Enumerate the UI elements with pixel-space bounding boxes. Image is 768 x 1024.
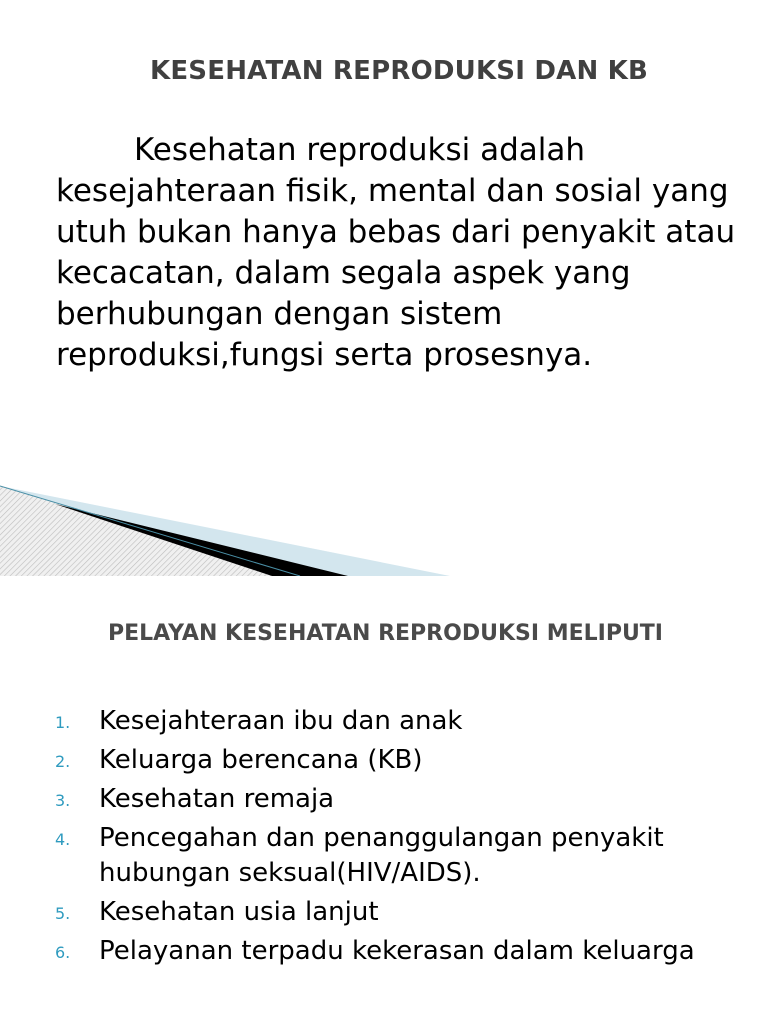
list-item-number: 4. (55, 830, 71, 849)
slide-2 (0, 576, 768, 1024)
list-item (0, 821, 768, 891)
list-item (0, 934, 768, 969)
list-item-number: 5. (55, 904, 71, 923)
slide-2-title: PELAYAN KESEHATAN REPRODUKSI MELIPUTI (108, 621, 663, 646)
list-item (0, 704, 768, 739)
list-item (0, 743, 768, 778)
list-item-number: 3. (55, 791, 71, 810)
list-item-text: Kesehatan usia lanjut (99, 897, 379, 927)
slide-1-title: KESEHATAN REPRODUKSI DAN KB (150, 56, 649, 86)
list-item-text: Kesehatan remaja (99, 784, 335, 814)
list-item-text: Kesejahteraan ibu dan anak (99, 706, 463, 736)
list-item-number: 1. (55, 713, 71, 732)
list-item (0, 782, 768, 817)
slide-decoration-swoosh (0, 478, 768, 576)
list-item-text: Keluarga berencana (KB) (99, 745, 423, 775)
list-item-text: Pencegahan dan penanggulangan penyakit hubungan seksual(HIV/AIDS). (99, 823, 664, 888)
list-item-number: 2. (55, 752, 71, 771)
list-item-number: 6. (55, 943, 71, 962)
services-list (0, 704, 768, 973)
list-item (0, 895, 768, 930)
list-item-text: Pelayanan terpadu kekerasan dalam keluarga (99, 936, 695, 966)
slide-1-body-text: Kesehatan reproduksi adalah kesejahteraan fisik, mental dan sosial yang utuh bukan hanya bebas dari penyakit atau kecacatan, dalam segala aspek yang berhubungan dengan sistem reproduksi,fungsi serta prosesnya. (56, 132, 736, 373)
